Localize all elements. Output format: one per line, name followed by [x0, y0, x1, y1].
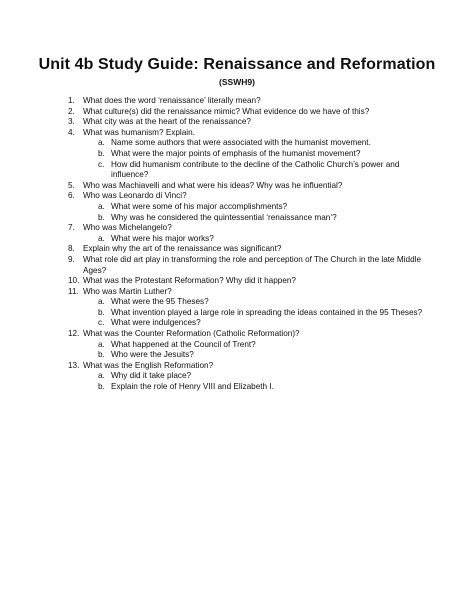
sub-question-text: What invention played a large role in spreading the ideas contained in the 95 Theses? [111, 307, 423, 317]
question-text: What was the Protestant Reformation? Why did it happen? [83, 276, 296, 286]
question-item [68, 96, 428, 107]
question-number: 8. [68, 244, 75, 254]
sub-question-letter: c. [98, 159, 105, 169]
sub-question-item [68, 318, 428, 329]
sub-question-letter: b. [98, 307, 105, 317]
question-number: 13. [68, 360, 80, 370]
question-list [68, 96, 428, 393]
question-number: 6. [68, 191, 75, 201]
question-text: What was the English Reformation? [83, 360, 214, 370]
question-text: Who was Machiavelli and what were his ideas? Why was he influential? [83, 180, 343, 190]
sub-question-text: What were some of his major accomplishments? [111, 201, 288, 211]
sub-question-item [68, 340, 428, 351]
sub-question-text: Why was he considered the quintessential ‘renaissance man’? [111, 212, 337, 222]
question-number: 10. [68, 276, 80, 286]
question-item [68, 191, 428, 202]
question-item [68, 329, 428, 340]
sub-question-letter: b. [98, 212, 105, 222]
sub-question-text: Who were the Jesuits? [111, 350, 194, 360]
question-item [68, 223, 428, 234]
question-item [68, 117, 428, 128]
question-text: Who was Martin Luther? [83, 286, 172, 296]
question-text: What role did art play in transforming the role and perception of The Church in the late Middle Ages? [83, 254, 421, 275]
sub-question-letter: a. [98, 201, 105, 211]
sub-question-letter: b. [98, 350, 105, 360]
sub-question-item [68, 202, 428, 213]
question-item [68, 128, 428, 139]
question-number: 3. [68, 117, 75, 127]
question-number: 1. [68, 96, 75, 105]
sub-question-item [68, 371, 428, 382]
sub-question-letter: b. [98, 382, 105, 392]
question-text: Who was Michelangelo? [83, 223, 172, 233]
question-text: What does the word ‘renaissance’ literally mean? [83, 96, 261, 105]
sub-question-text: Why did it take place? [111, 371, 192, 381]
sub-question-item [68, 308, 428, 319]
sub-question-item [68, 234, 428, 245]
sub-question-text: What were his major works? [111, 233, 214, 243]
sub-question-letter: c. [98, 318, 105, 328]
question-text: What was the Counter Reformation (Catholic Reformation)? [83, 329, 300, 339]
sub-question-text: How did humanism contribute to the decline of the Catholic Church’s power and influence? [111, 159, 400, 180]
sub-question-item [68, 213, 428, 224]
question-number: 9. [68, 254, 75, 264]
document-subtitle: (SSWH9) [219, 77, 255, 87]
sub-question-text: Name some authors that were associated with the humanist movement. [111, 138, 371, 148]
sub-question-letter: a. [98, 138, 105, 148]
sub-question-item [68, 138, 428, 149]
sub-question-letter: a. [98, 233, 105, 243]
question-number: 4. [68, 127, 75, 137]
question-item [68, 276, 428, 287]
question-number: 7. [68, 223, 75, 233]
sub-question-letter: a. [98, 339, 105, 349]
question-item [68, 107, 428, 118]
sub-question-letter: a. [98, 297, 105, 307]
question-number: 11. [68, 286, 79, 296]
sub-question-letter: b. [98, 148, 105, 158]
question-number: 2. [68, 106, 75, 116]
question-item [68, 244, 428, 255]
question-number: 12. [68, 329, 80, 339]
question-number: 5. [68, 180, 75, 190]
question-text: What city was at the heart of the renaissance? [83, 117, 251, 127]
question-item [68, 287, 428, 298]
sub-question-item [68, 297, 428, 308]
sub-question-item [68, 350, 428, 361]
question-item [68, 181, 428, 192]
sub-question-text: What were the major points of emphasis of the humanist movement? [111, 148, 361, 158]
sub-question-text: Explain the role of Henry VIII and Elizabeth I. [111, 382, 274, 392]
question-text: What culture(s) did the renaissance mimic? What evidence do we have of this? [83, 106, 370, 116]
question-text: Explain why the art of the renaissance was significant? [83, 244, 282, 254]
question-text: Who was Leonardo di Vinci? [83, 191, 187, 201]
question-text: What was humanism? Explain. [83, 127, 195, 137]
sub-question-letter: a. [98, 371, 105, 381]
sub-question-text: What happened at the Council of Trent? [111, 339, 256, 349]
question-item [68, 361, 428, 372]
sub-question-text: What were the 95 Theses? [111, 297, 209, 307]
sub-question-item [68, 160, 428, 181]
sub-question-text: What were indulgences? [111, 318, 201, 328]
document-title: Unit 4b Study Guide: Renaissance and Reformation [38, 56, 436, 73]
question-item [68, 255, 428, 276]
sub-question-item [68, 149, 428, 160]
sub-question-item [68, 382, 428, 393]
